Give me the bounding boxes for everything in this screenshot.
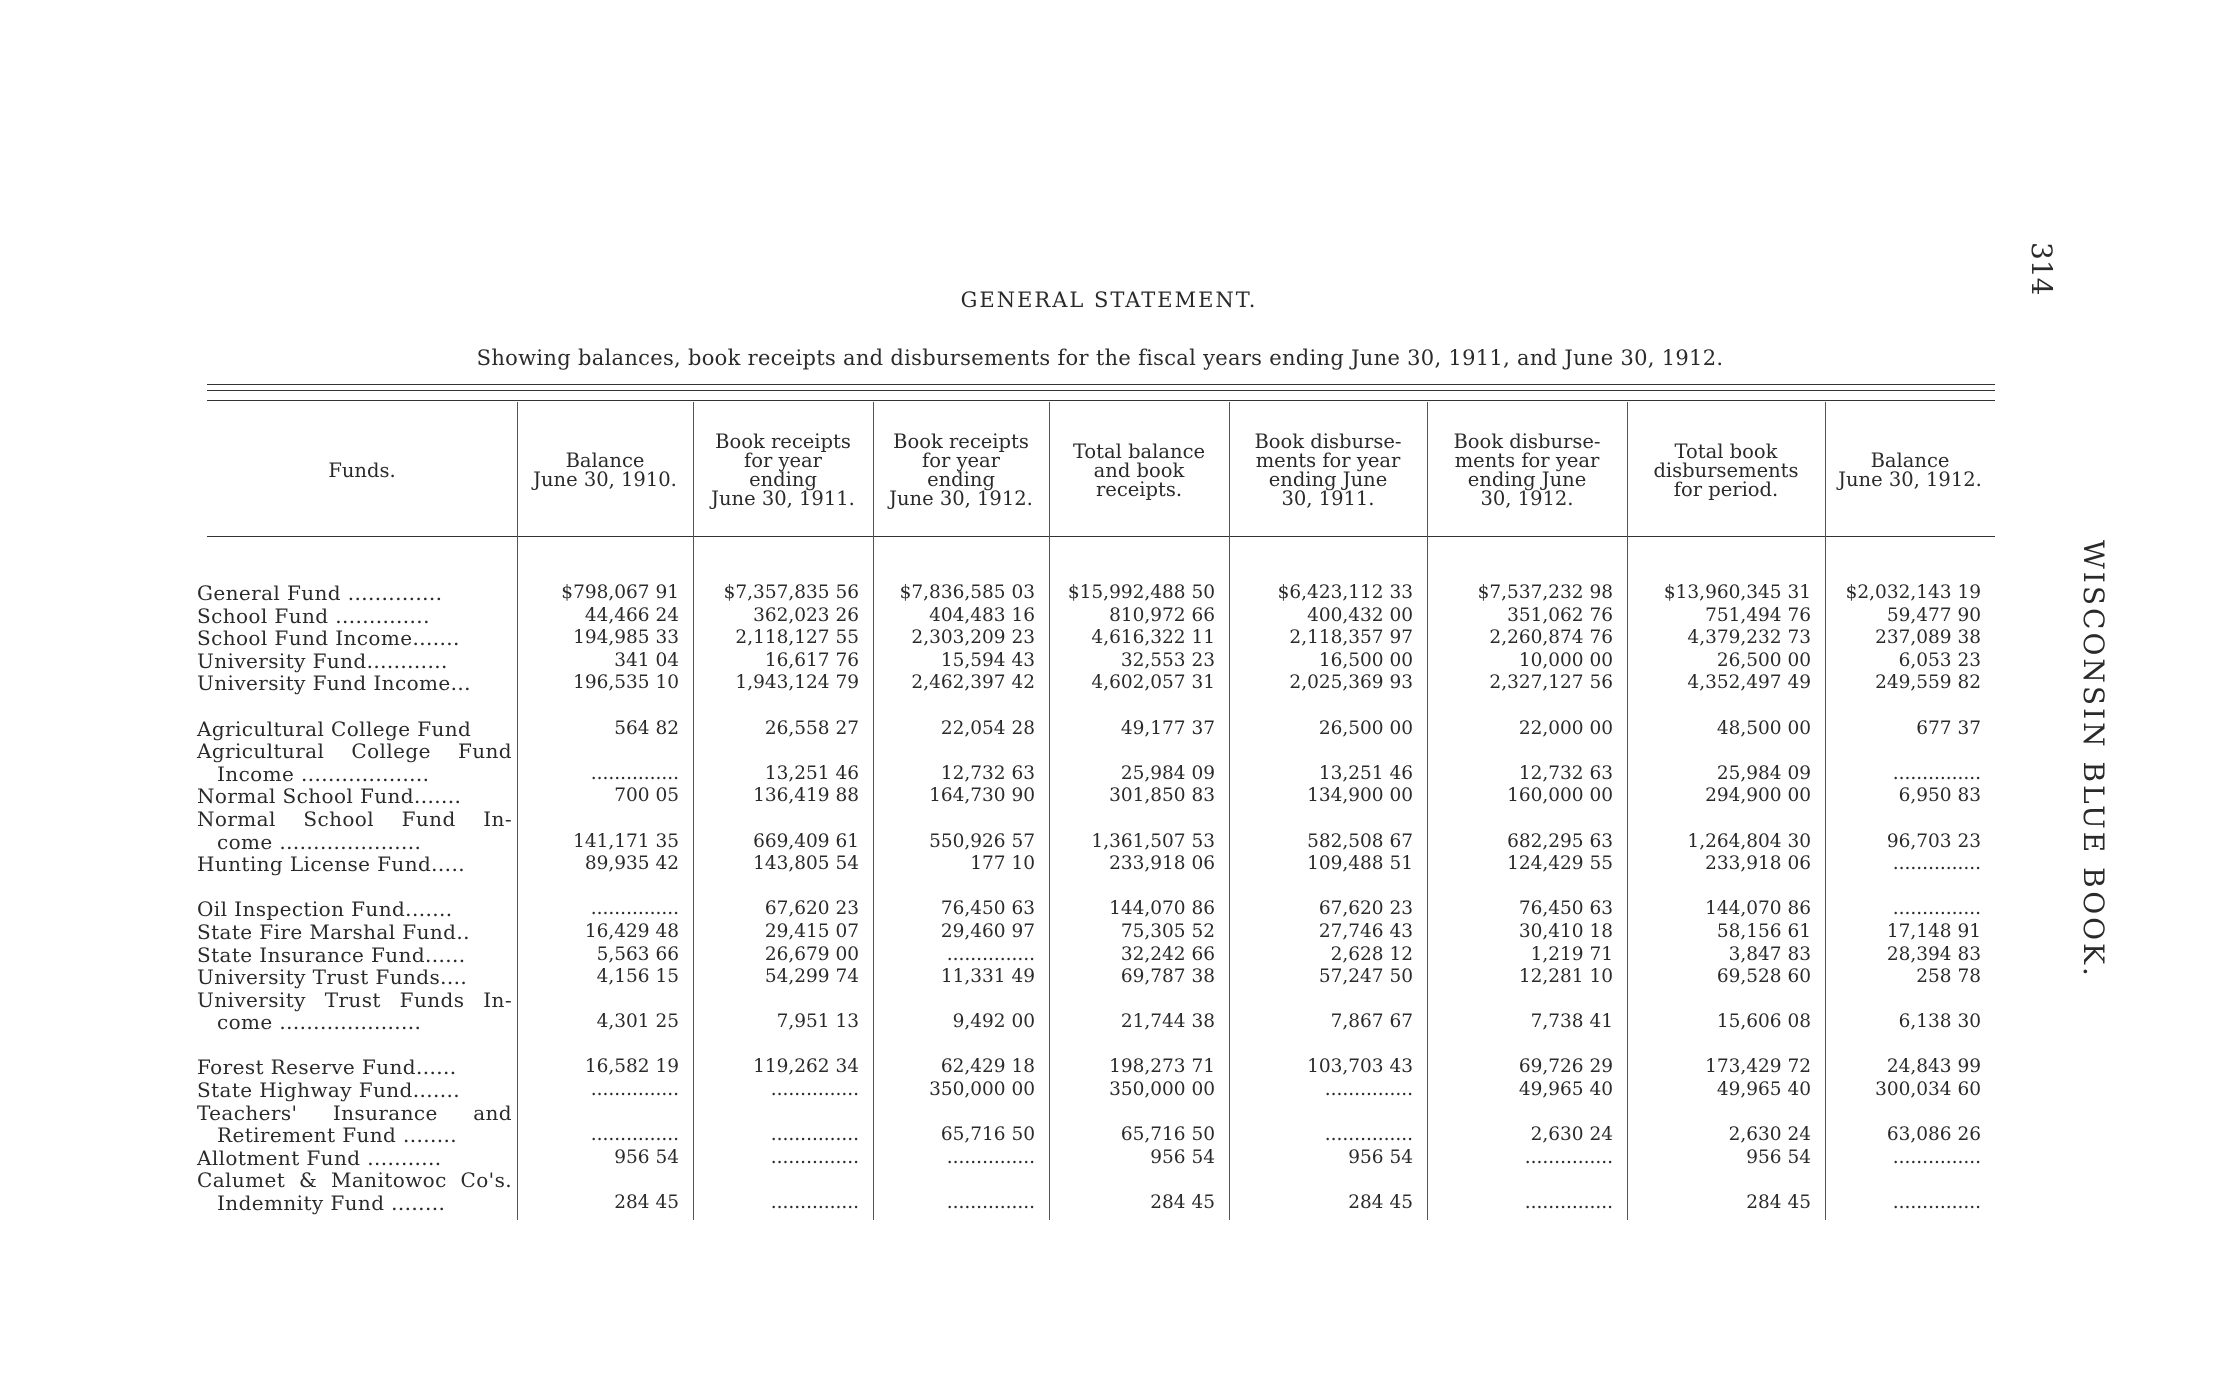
table-cell: 177 10 (970, 853, 1035, 875)
table-cell: 29,460 97 (940, 920, 1035, 942)
table-cell: 15,594 43 (940, 649, 1035, 671)
table-cell: 2,260,874 76 (1489, 627, 1613, 649)
table-cell: 2,628 12 (1330, 943, 1413, 965)
table-cell: $7,836,585 03 (899, 582, 1035, 603)
table-cell (1825, 989, 1981, 1012)
table-cell: 294,900 00 (1705, 785, 1811, 807)
value-column (1825, 582, 1981, 1215)
table-cell: 67,620 23 (764, 898, 859, 920)
table-cell: 57,247 50 (1318, 966, 1413, 988)
column-header: Book receipts for year ending June 30, 1911. (711, 430, 855, 510)
table-cell: 26,500 00 (1716, 649, 1811, 671)
table-cell: 160,000 00 (1507, 785, 1613, 807)
table-cell (1427, 1169, 1613, 1192)
table-cell: $2,032,143 19 (1845, 582, 1981, 603)
table-cell (1427, 1102, 1613, 1125)
fund-name: State Insurance Fund...... (197, 942, 466, 967)
spacer-cell (693, 695, 859, 718)
table-cell: 677 37 (1916, 717, 1981, 739)
table-cell (693, 740, 859, 763)
table-cell: 350,000 00 (929, 1079, 1035, 1101)
table-cell: 63,086 26 (1886, 1124, 1981, 1146)
spacer-cell (1825, 1034, 1981, 1057)
table-cell: 13,251 46 (1318, 762, 1413, 784)
fund-name: Indemnity Fund ........ (217, 1191, 446, 1216)
spacer-cell (1427, 876, 1613, 899)
table-cell: 69,726 29 (1518, 1056, 1613, 1078)
table-cell: 669,409 61 (753, 830, 859, 852)
table-cell: 1,361,507 53 (1091, 830, 1215, 852)
value-column (693, 582, 859, 1215)
table-cell: 956 54 (614, 1146, 679, 1168)
value-column (1627, 582, 1811, 1215)
table-cell (873, 808, 1035, 831)
fund-name: State Fire Marshal Fund.. (197, 919, 470, 944)
table-cell: ............... (946, 1146, 1035, 1168)
table-cell: 2,303,209 23 (911, 627, 1035, 649)
table-cell (873, 989, 1035, 1012)
table-cell: 76,450 63 (1518, 898, 1613, 920)
spacer-cell (1049, 876, 1215, 899)
table-cell (1627, 740, 1811, 763)
table-cell: 196,535 10 (573, 672, 679, 694)
table-cell: 143,805 54 (753, 853, 859, 875)
table-cell: 2,462,397 42 (911, 672, 1035, 694)
table-cell (1229, 989, 1413, 1012)
table-cell: 32,242 66 (1120, 943, 1215, 965)
table-cell: 6,053 23 (1898, 649, 1981, 671)
table-cell: 3,847 83 (1728, 943, 1811, 965)
table-cell (693, 808, 859, 831)
table-cell (693, 1169, 859, 1192)
table-cell (1627, 989, 1811, 1012)
table-cell: ............... (1324, 1124, 1413, 1146)
table-cell (693, 1102, 859, 1125)
table-cell: 24,843 99 (1886, 1056, 1981, 1078)
table-cell: 12,732 63 (1518, 762, 1613, 784)
table-cell: 16,429 48 (584, 920, 679, 942)
table-cell (873, 1102, 1035, 1125)
fund-name: come ..................... (217, 1010, 422, 1035)
table-cell (1825, 1102, 1981, 1125)
table-cell: 32,553 23 (1120, 649, 1215, 671)
column-header: Funds. (328, 458, 396, 482)
table-cell: 62,429 18 (940, 1056, 1035, 1078)
fund-name: Forest Reserve Fund...... (197, 1055, 457, 1080)
table-cell: 233,918 06 (1705, 853, 1811, 875)
spacer-cell (873, 695, 1035, 718)
table-cell: 10,000 00 (1518, 649, 1613, 671)
page-number: 314 (2025, 242, 2058, 296)
table-cell (1229, 808, 1413, 831)
fund-name: Hunting License Fund..... (197, 852, 465, 877)
table-cell: 1,219 71 (1530, 943, 1613, 965)
table-cell: $7,357,835 56 (723, 582, 859, 603)
fund-name: come ..................... (217, 829, 422, 854)
table-cell: 58,156 61 (1716, 920, 1811, 942)
table-cell: 7,738 41 (1530, 1011, 1613, 1033)
table-cell: 44,466 24 (584, 604, 679, 626)
table-cell (873, 1169, 1035, 1192)
table-cell: 564 82 (614, 717, 679, 739)
spacer-cell (1627, 876, 1811, 899)
spacer-cell (517, 1034, 679, 1057)
table-cell: $15,992,488 50 (1067, 582, 1215, 603)
table-cell (1627, 1169, 1811, 1192)
table-cell: ............... (946, 943, 1035, 965)
table-cell: 16,582 19 (584, 1056, 679, 1078)
spacer-cell (1627, 1034, 1811, 1057)
table-cell: 700 05 (614, 785, 679, 807)
table-cell: 956 54 (1150, 1146, 1215, 1168)
table-cell: 69,787 38 (1120, 966, 1215, 988)
fund-name: University Fund Income... (197, 671, 471, 696)
table-cell: 119,262 34 (753, 1056, 859, 1078)
column-header: Total balance and book receipts. (1072, 439, 1206, 501)
table-cell: 233,918 06 (1109, 853, 1215, 875)
table-cell: 2,118,127 55 (735, 627, 859, 649)
table-cell: ............... (590, 762, 679, 784)
table-cell: 29,415 07 (764, 920, 859, 942)
column-header: Book disburse- ments for year ending June 30, 1912. (1453, 430, 1601, 510)
table-cell: 11,331 49 (940, 966, 1035, 988)
fund-name: General Fund .............. (197, 581, 443, 605)
spacer-row (197, 1034, 512, 1057)
table-cell: 75,305 52 (1120, 920, 1215, 942)
table-cell: 144,070 86 (1705, 898, 1811, 920)
table-cell: ............... (770, 1124, 859, 1146)
table-cell: 65,716 50 (1120, 1124, 1215, 1146)
table-cell (1627, 1102, 1811, 1125)
table-cell: ............... (1892, 1146, 1981, 1168)
spacer-cell (1229, 876, 1413, 899)
fund-name: State Highway Fund....... (197, 1078, 461, 1103)
table-cell: 1,943,124 79 (735, 672, 859, 694)
table-cell: ............... (770, 1192, 859, 1214)
fund-name: School Fund .............. (197, 603, 430, 628)
table-cell: 67,620 23 (1318, 898, 1413, 920)
table-cell (1229, 1169, 1413, 1192)
table-cell (1049, 989, 1215, 1012)
spacer-cell (873, 1034, 1035, 1057)
table-cell: 7,867 67 (1330, 1011, 1413, 1033)
fund-name: School Fund Income....... (197, 626, 460, 651)
table-cell (1229, 1102, 1413, 1125)
table-cell: 49,965 40 (1716, 1079, 1811, 1101)
top-rule-double (207, 390, 1995, 391)
header-top-rule (207, 400, 1995, 401)
table-cell: 198,273 71 (1109, 1056, 1215, 1078)
table-cell: 404,483 16 (929, 604, 1035, 626)
spacer-row (197, 695, 512, 718)
value-column (1229, 582, 1413, 1215)
table-cell: 21,744 38 (1120, 1011, 1215, 1033)
table-cell: $798,067 91 (561, 582, 679, 603)
spacer-cell (1825, 695, 1981, 718)
table-cell (517, 808, 679, 831)
table-cell: 164,730 90 (929, 785, 1035, 807)
table-cell: 48,500 00 (1716, 717, 1811, 739)
spacer-cell (1229, 1034, 1413, 1057)
table-cell: 22,054 28 (940, 717, 1035, 739)
column-header: Book disburse- ments for year ending June 30, 1911. (1254, 430, 1402, 510)
table-cell: 301,850 83 (1109, 785, 1215, 807)
fund-name: Allotment Fund ........... (197, 1145, 442, 1170)
spacer-cell (693, 1034, 859, 1057)
table-cell (1229, 740, 1413, 763)
fund-name-column (197, 582, 512, 1215)
table-cell: 2,630 24 (1530, 1124, 1613, 1146)
table-cell: 350,000 00 (1109, 1079, 1215, 1101)
column-header: Total book disbursements for period. (1653, 439, 1799, 501)
column-header: Balance June 30, 1910. (533, 449, 677, 491)
table-cell: 751,494 76 (1705, 604, 1811, 626)
fund-name: Retirement Fund ........ (217, 1123, 458, 1148)
fund-name: Normal School Fund....... (197, 784, 462, 809)
table-cell (1049, 1169, 1215, 1192)
table-cell (517, 1169, 679, 1192)
table-cell: 341 04 (614, 649, 679, 671)
table-cell: 59,477 90 (1886, 604, 1981, 626)
table-cell: 284 45 (1348, 1192, 1413, 1214)
table-cell: 956 54 (1348, 1146, 1413, 1168)
table-cell: 16,617 76 (764, 649, 859, 671)
table-cell: 9,492 00 (952, 1011, 1035, 1033)
table-cell: $13,960,345 31 (1663, 582, 1811, 603)
value-column (1427, 582, 1613, 1215)
table-cell: 22,000 00 (1518, 717, 1613, 739)
table-cell: 141,171 35 (573, 830, 679, 852)
top-rule (207, 384, 1995, 385)
table-cell: ............... (590, 1079, 679, 1101)
table-cell (1825, 808, 1981, 831)
page-subtitle: Showing balances, book receipts and disbursements for the fiscal years ending June 30, 1911, and June 30, 1912. (476, 346, 1724, 370)
spacer-cell (1627, 695, 1811, 718)
table-cell: ............... (770, 1079, 859, 1101)
table-cell: 26,679 00 (764, 943, 859, 965)
table-cell: 956 54 (1746, 1146, 1811, 1168)
table-cell: 30,410 18 (1518, 920, 1613, 942)
table-cell: 65,716 50 (940, 1124, 1035, 1146)
table-cell: 16,500 00 (1318, 649, 1413, 671)
spacer-cell (1825, 876, 1981, 899)
header-bottom-rule (207, 536, 1995, 537)
table-cell (517, 1102, 679, 1125)
spacer-cell (1427, 695, 1613, 718)
table-cell: 400,432 00 (1307, 604, 1413, 626)
table-cell: $7,537,232 98 (1477, 582, 1613, 603)
fund-name: Teachers' Insurance and (197, 1100, 512, 1125)
column-header: Balance June 30, 1912. (1838, 449, 1982, 491)
table-cell: ............... (770, 1146, 859, 1168)
spacer-cell (1229, 695, 1413, 718)
table-cell (693, 989, 859, 1012)
table-cell (873, 740, 1035, 763)
table-cell (1049, 1102, 1215, 1125)
value-column (873, 582, 1035, 1215)
table-cell: 284 45 (614, 1192, 679, 1214)
table-cell: 12,281 10 (1518, 966, 1613, 988)
table-cell: 13,251 46 (764, 762, 859, 784)
table-cell (1825, 1169, 1981, 1192)
fund-name: Agricultural College Fund (197, 716, 472, 741)
table-cell: 76,450 63 (940, 898, 1035, 920)
table-cell: 27,746 43 (1318, 920, 1413, 942)
table-cell: 54,299 74 (764, 966, 859, 988)
table-cell: 12,732 63 (940, 762, 1035, 784)
table-cell: 134,900 00 (1307, 785, 1413, 807)
table-cell: 4,616,322 11 (1091, 627, 1215, 649)
table-cell: ............... (1892, 1192, 1981, 1214)
table-cell: 49,965 40 (1518, 1079, 1613, 1101)
table-cell: 258 78 (1916, 966, 1981, 988)
table-cell: 351,062 76 (1507, 604, 1613, 626)
table-cell: 28,394 83 (1886, 943, 1981, 965)
table-cell: 2,118,357 97 (1289, 627, 1413, 649)
table-cell: 6,138 30 (1898, 1011, 1981, 1033)
table-cell: 2,025,369 93 (1289, 672, 1413, 694)
value-column (1049, 582, 1215, 1215)
table-cell: 1,264,804 30 (1687, 830, 1811, 852)
table-cell: 109,488 51 (1307, 853, 1413, 875)
spacer-cell (1427, 1034, 1613, 1057)
table-cell: 124,429 55 (1507, 853, 1613, 875)
table-cell: 284 45 (1746, 1192, 1811, 1214)
fund-name: Normal School Fund In- (197, 806, 512, 831)
table-cell: 2,630 24 (1728, 1124, 1811, 1146)
table-cell (1427, 740, 1613, 763)
table-cell: 4,602,057 31 (1091, 672, 1215, 694)
fund-name: University Trust Funds.... (197, 965, 468, 990)
table-cell: ............... (946, 1192, 1035, 1214)
table-cell: 69,528 60 (1716, 966, 1811, 988)
table-cell: ............... (590, 898, 679, 920)
table-cell: 173,429 72 (1705, 1056, 1811, 1078)
fund-name: Agricultural College Fund (197, 739, 512, 764)
running-header: WISCONSIN BLUE BOOK. (2077, 540, 2110, 979)
table-cell: 6,950 83 (1898, 785, 1981, 807)
table-cell: 284 45 (1150, 1192, 1215, 1214)
value-column (517, 582, 679, 1215)
table-cell: 249,559 82 (1875, 672, 1981, 694)
table-cell: ............... (1892, 762, 1981, 784)
spacer-cell (693, 876, 859, 899)
table-cell: 17,148 91 (1886, 920, 1981, 942)
spacer-cell (1049, 1034, 1215, 1057)
table-cell: 103,703 43 (1307, 1056, 1413, 1078)
column-header: Book receipts for year ending June 30, 1912. (889, 430, 1033, 510)
table-cell (1427, 989, 1613, 1012)
table-cell: 15,606 08 (1716, 1011, 1811, 1033)
table-cell (517, 989, 679, 1012)
table-cell: 4,156 15 (596, 966, 679, 988)
page-title: GENERAL STATEMENT. (960, 288, 1258, 312)
table-cell (1627, 808, 1811, 831)
spacer-cell (517, 695, 679, 718)
table-cell: ............... (1524, 1192, 1613, 1214)
spacer-cell (873, 876, 1035, 899)
fund-name: University Trust Funds In- (197, 987, 512, 1012)
table-cell: 2,327,127 56 (1489, 672, 1613, 694)
table-cell (1825, 740, 1981, 763)
table-cell: 25,984 09 (1120, 762, 1215, 784)
table-cell: 89,935 42 (584, 853, 679, 875)
table-cell: 237,089 38 (1875, 627, 1981, 649)
table-cell: ............... (1892, 853, 1981, 875)
table-cell: 96,703 23 (1886, 830, 1981, 852)
table-cell: 4,352,497 49 (1687, 672, 1811, 694)
fund-name: Income ................... (217, 761, 430, 786)
table-cell: 4,301 25 (596, 1011, 679, 1033)
table-cell: 194,985 33 (573, 627, 679, 649)
table-cell: ............... (590, 1124, 679, 1146)
table-cell: 26,500 00 (1318, 717, 1413, 739)
table-cell: 5,563 66 (596, 943, 679, 965)
table-cell (1427, 808, 1613, 831)
spacer-cell (1049, 695, 1215, 718)
table-cell (1049, 808, 1215, 831)
table-cell: 362,023 26 (753, 604, 859, 626)
table-cell: 25,984 09 (1716, 762, 1811, 784)
fund-name: Calumet & Manitowoc Co's. (197, 1168, 512, 1193)
table-cell: ............... (1524, 1146, 1613, 1168)
table-cell: 550,926 57 (929, 830, 1035, 852)
table-cell: 136,419 88 (753, 785, 859, 807)
table-cell: ............... (1892, 898, 1981, 920)
spacer-row (197, 876, 512, 899)
fund-name: Oil Inspection Fund....... (197, 897, 453, 922)
table-cell: 582,508 67 (1307, 830, 1413, 852)
table-cell: $6,423,112 33 (1277, 582, 1413, 603)
spacer-cell (517, 876, 679, 899)
fund-name: University Fund............ (197, 648, 448, 673)
table-cell: 49,177 37 (1120, 717, 1215, 739)
table-cell: ............... (1324, 1079, 1413, 1101)
table-cell: 810,972 66 (1109, 604, 1215, 626)
table-cell: 4,379,232 73 (1687, 627, 1811, 649)
table-cell (517, 740, 679, 763)
table-cell: 300,034 60 (1875, 1079, 1981, 1101)
table-cell: 682,295 63 (1507, 830, 1613, 852)
table-cell: 7,951 13 (776, 1011, 859, 1033)
table-cell (1049, 740, 1215, 763)
table-cell: 144,070 86 (1109, 898, 1215, 920)
table-cell: 26,558 27 (764, 717, 859, 739)
